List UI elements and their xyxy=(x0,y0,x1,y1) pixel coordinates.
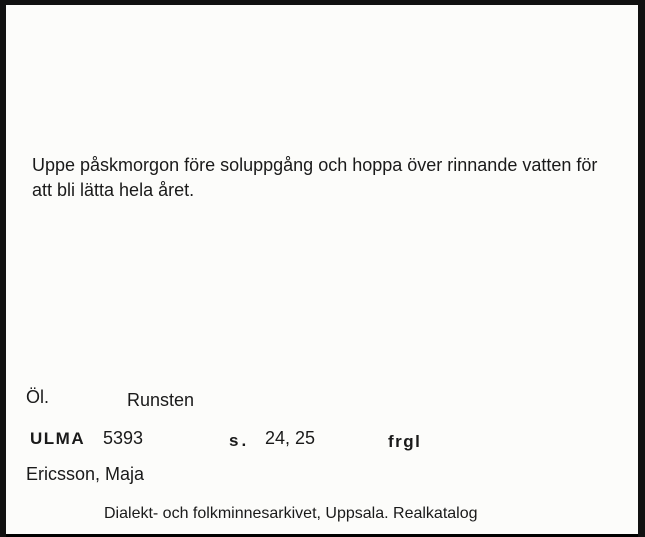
informant-name: Ericsson, Maja xyxy=(26,464,145,484)
archive-footer: Dialekt- och folkminnesarkivet, Uppsala. Realkatalog xyxy=(104,505,478,522)
region-label: Öl. xyxy=(26,387,50,407)
page-label: s. xyxy=(229,431,250,450)
scan-border-right xyxy=(638,0,645,537)
category-code: frgl xyxy=(388,432,422,451)
page-numbers: 24, 25 xyxy=(265,428,316,448)
card-body-text: Uppe påskmorgon före soluppgång och hoppa över rinnande vatten för att bli lätta hela året. xyxy=(32,155,598,200)
archive-code: ULMA xyxy=(30,429,86,448)
archive-number: 5393 xyxy=(103,428,144,448)
parish-label: Runsten xyxy=(127,390,195,410)
catalog-card xyxy=(6,5,638,534)
